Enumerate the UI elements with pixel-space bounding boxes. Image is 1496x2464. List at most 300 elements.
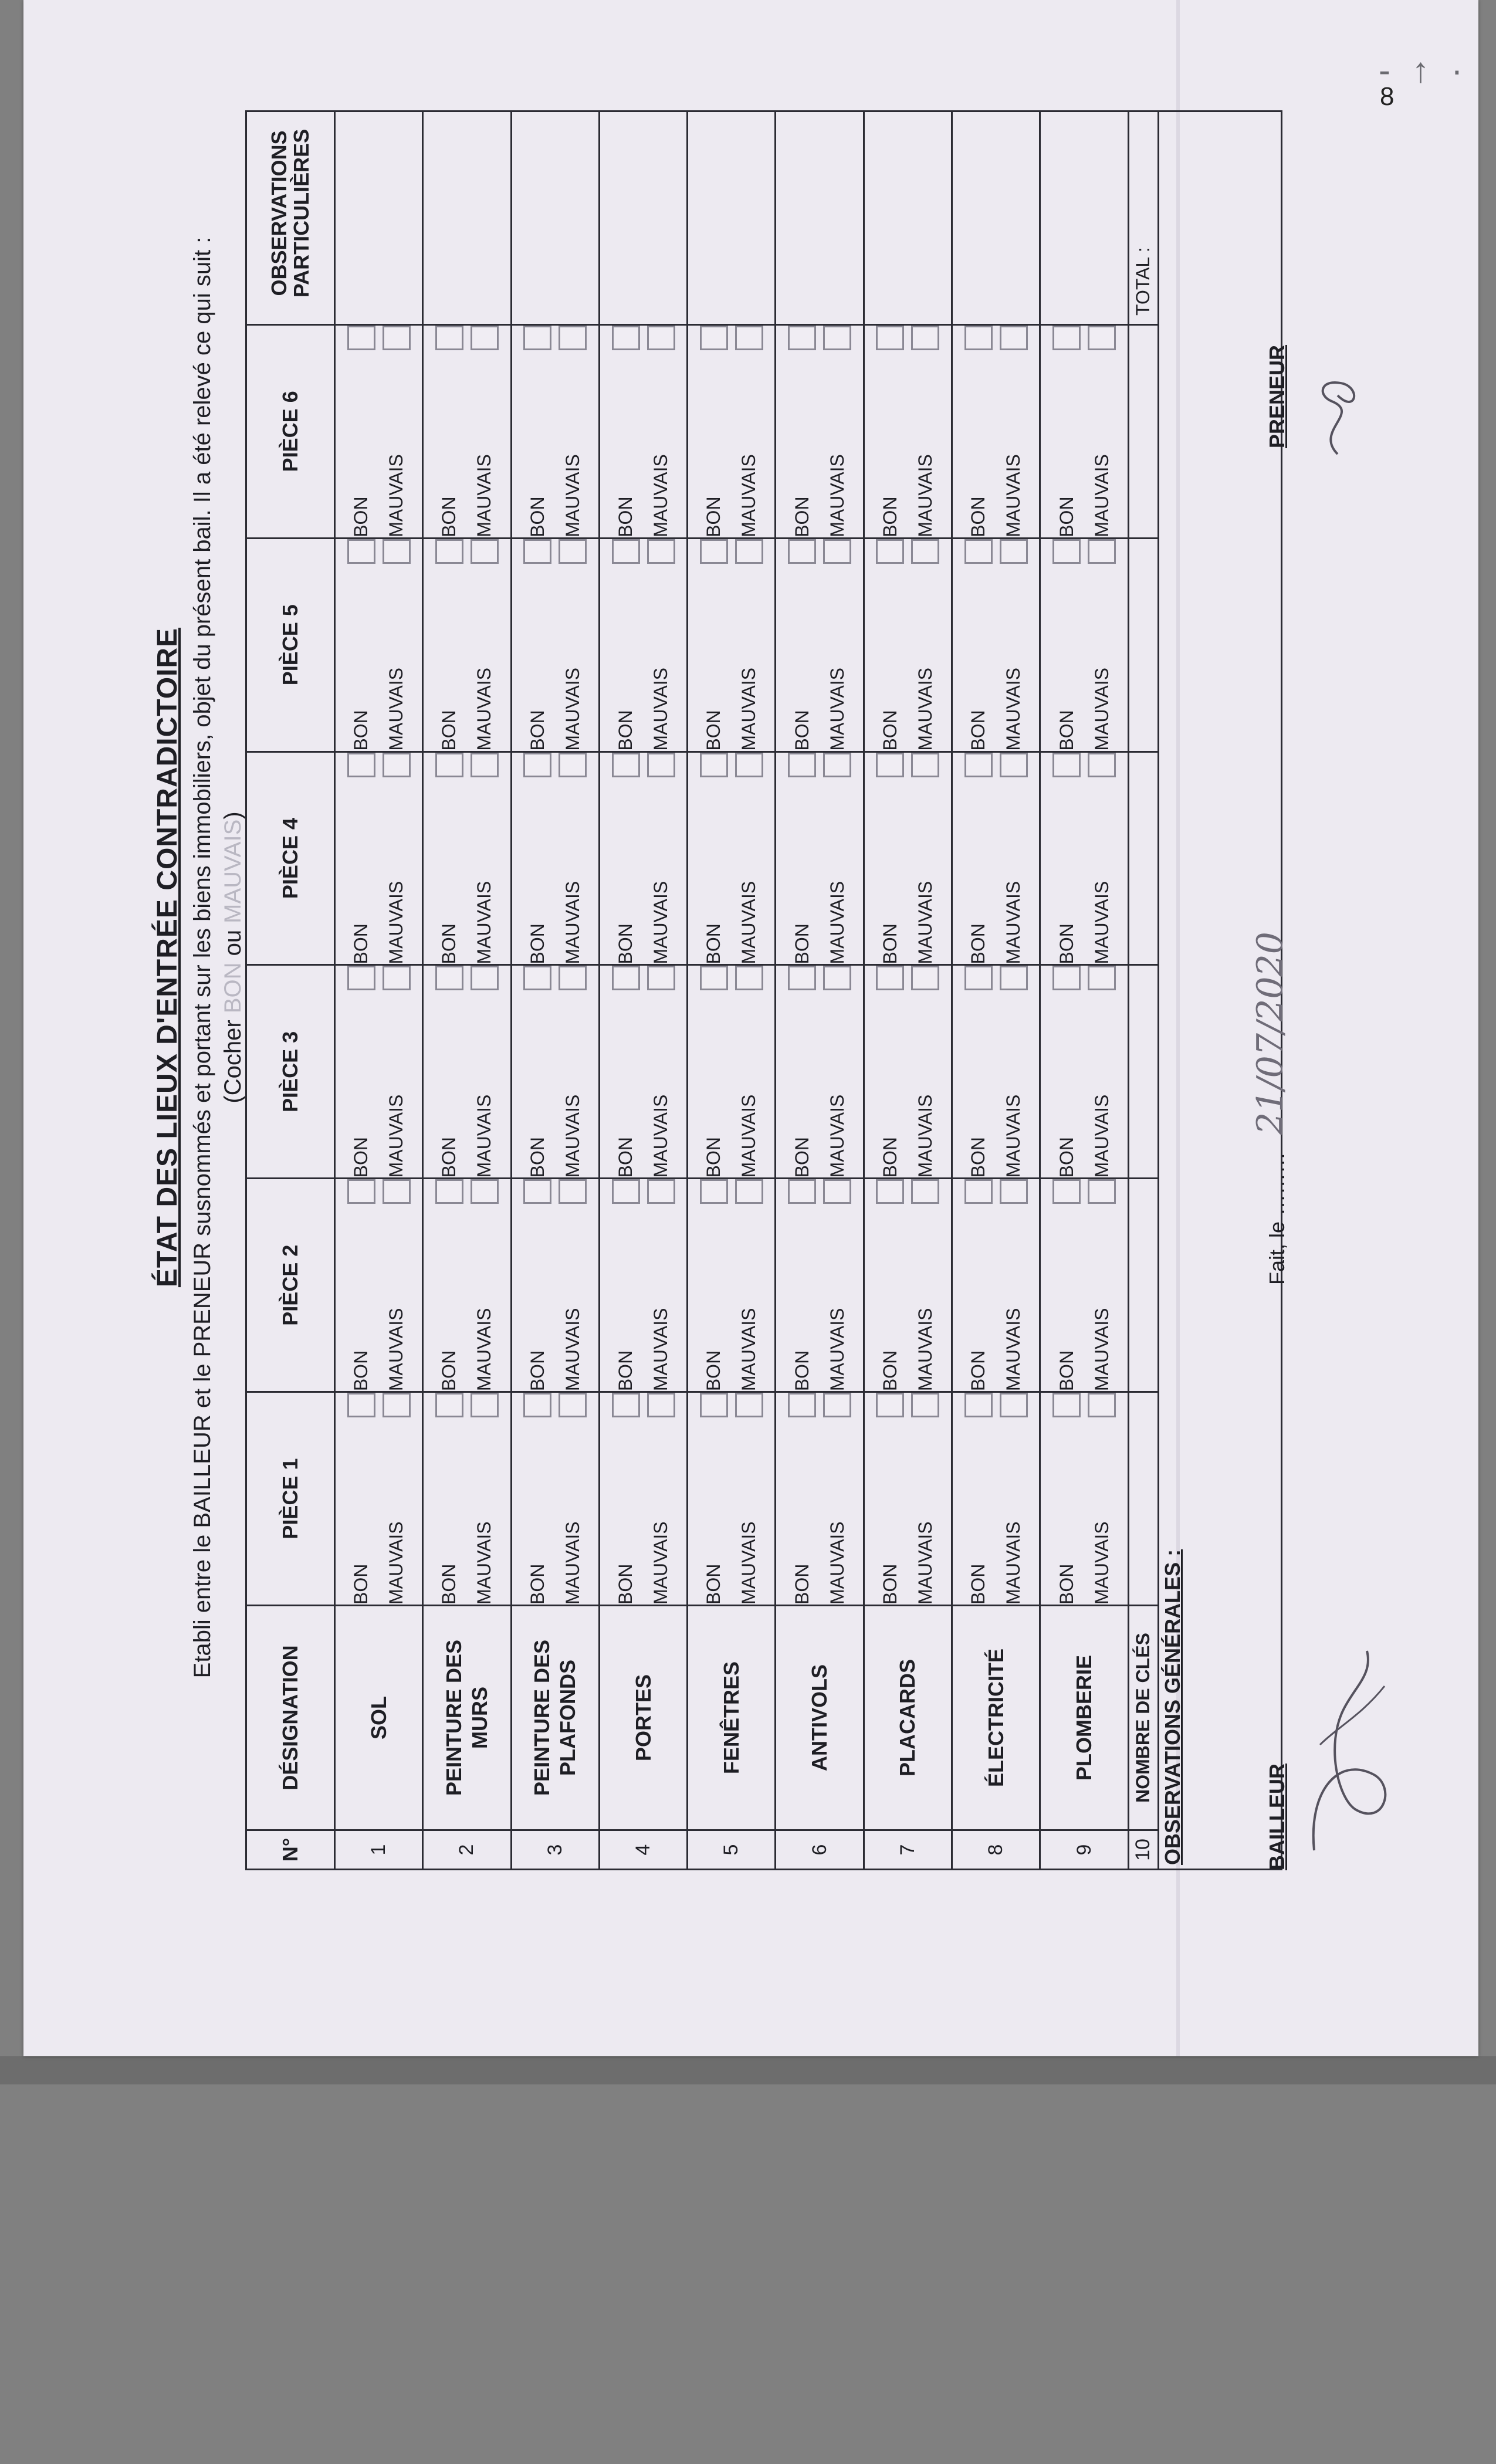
piece-2-cell xyxy=(776,1179,864,1392)
bon-checkbox[interactable] xyxy=(612,1179,640,1204)
bon-checkbox[interactable] xyxy=(435,1179,463,1204)
mauvais-checkbox[interactable] xyxy=(559,326,587,350)
option-mauvais xyxy=(996,1393,1031,1605)
option-mauvais xyxy=(644,1179,679,1391)
option-bon xyxy=(432,539,467,751)
observations-cell[interactable] xyxy=(335,111,423,325)
bon-checkbox[interactable] xyxy=(964,966,993,990)
option-mauvais xyxy=(996,753,1031,964)
option-bon-label: BON xyxy=(350,710,372,751)
bon-checkbox[interactable] xyxy=(964,539,993,564)
option-bon-label: BON xyxy=(967,710,989,751)
option-bon-label: BON xyxy=(879,1350,901,1392)
option-mauvais-label: MAUVAIS xyxy=(473,454,495,537)
mauvais-checkbox[interactable] xyxy=(1000,753,1028,777)
option-bon xyxy=(520,753,555,964)
piece-1-cell xyxy=(776,1392,864,1606)
keys-label: NOMBRE DE CLÉS xyxy=(1128,1606,1158,1830)
option-bon-label: BON xyxy=(967,496,989,537)
option-bon xyxy=(520,1393,555,1605)
mauvais-checkbox[interactable] xyxy=(735,753,763,777)
observations-cell[interactable] xyxy=(952,111,1040,325)
bon-checkbox[interactable] xyxy=(700,326,728,350)
piece-2-cell xyxy=(423,1179,511,1392)
piece-3-cell xyxy=(776,965,864,1179)
mauvais-checkbox[interactable] xyxy=(911,539,939,564)
option-bon-label: BON xyxy=(438,496,460,537)
mauvais-checkbox[interactable] xyxy=(1088,1179,1116,1204)
observations-cell[interactable] xyxy=(511,111,599,325)
table-row xyxy=(776,111,864,1870)
mauvais-checkbox[interactable] xyxy=(911,966,939,990)
option-mauvais-label: MAUVAIS xyxy=(738,667,760,751)
option-bon-label: BON xyxy=(438,710,460,751)
option-mauvais-label: MAUVAIS xyxy=(1091,1094,1112,1178)
piece-6-cell xyxy=(688,324,776,538)
bon-checkbox[interactable] xyxy=(964,1179,993,1204)
piece-2-cell xyxy=(688,1179,776,1392)
option-bon xyxy=(784,326,820,537)
piece-4-cell xyxy=(599,752,687,965)
option-bon xyxy=(961,539,996,751)
observations-cell[interactable] xyxy=(864,111,952,325)
mauvais-checkbox[interactable] xyxy=(471,326,499,350)
mauvais-checkbox[interactable] xyxy=(735,326,763,350)
option-mauvais xyxy=(467,539,502,751)
option-bon-label: BON xyxy=(526,1350,548,1392)
option-mauvais xyxy=(996,326,1031,537)
header-piece-1: PIÈCE 1 xyxy=(246,1392,335,1606)
bon-checkbox[interactable] xyxy=(347,1179,375,1204)
option-mauvais-label: MAUVAIS xyxy=(1003,1308,1024,1392)
option-bon xyxy=(784,966,820,1177)
mauvais-checkbox[interactable] xyxy=(911,326,939,350)
option-mauvais-label: MAUVAIS xyxy=(914,1094,936,1178)
header-num: N° xyxy=(246,1830,335,1870)
piece-2-cell xyxy=(599,1179,687,1392)
bon-checkbox[interactable] xyxy=(612,966,640,990)
bon-checkbox[interactable] xyxy=(612,539,640,564)
bon-checkbox[interactable] xyxy=(435,966,463,990)
mauvais-checkbox[interactable] xyxy=(559,1393,587,1417)
mauvais-checkbox[interactable] xyxy=(1000,539,1028,564)
form-title: ÉTAT DES LIEUX D'ENTRÉE CONTRADICTOIRE xyxy=(152,627,183,1288)
row-number: 10 xyxy=(1128,1830,1158,1870)
bon-checkbox[interactable] xyxy=(876,1179,904,1204)
option-bon xyxy=(961,326,996,537)
mauvais-checkbox[interactable] xyxy=(1000,1179,1028,1204)
piece-1-cell xyxy=(688,1392,776,1606)
bon-checkbox[interactable] xyxy=(523,1179,551,1204)
option-bon-label: BON xyxy=(350,1136,372,1178)
mauvais-checkbox[interactable] xyxy=(911,1393,939,1417)
table-row xyxy=(511,111,599,1870)
option-bon xyxy=(520,966,555,1177)
option-bon-label: BON xyxy=(967,923,989,964)
option-mauvais xyxy=(644,966,679,1177)
option-bon xyxy=(696,539,732,751)
header-piece-3: PIÈCE 3 xyxy=(246,965,335,1179)
option-mauvais xyxy=(555,326,590,537)
option-mauvais-label: MAUVAIS xyxy=(561,667,583,751)
piece-3-cell xyxy=(423,965,511,1179)
bon-checkbox[interactable] xyxy=(612,326,640,350)
bon-checkbox[interactable] xyxy=(788,1393,816,1417)
option-bon xyxy=(520,326,555,537)
bon-checkbox[interactable] xyxy=(876,966,904,990)
option-mauvais xyxy=(908,966,943,1177)
option-bon-label: BON xyxy=(438,1136,460,1178)
option-bon-label: BON xyxy=(526,710,548,751)
bon-checkbox[interactable] xyxy=(876,539,904,564)
mauvais-checkbox[interactable] xyxy=(383,1179,411,1204)
option-bon-label: BON xyxy=(526,1563,548,1605)
option-bon-label: BON xyxy=(703,710,725,751)
option-mauvais xyxy=(644,753,679,964)
piece-4-cell xyxy=(1040,752,1128,965)
mauvais-checkbox[interactable] xyxy=(383,539,411,564)
header-piece-2: PIÈCE 2 xyxy=(246,1179,335,1392)
instruction-close: ) xyxy=(220,811,246,820)
piece-3-cell xyxy=(1040,965,1128,1179)
observations-cell[interactable] xyxy=(423,111,511,325)
option-bon-label: BON xyxy=(967,1350,989,1392)
option-mauvais xyxy=(379,1179,414,1391)
option-mauvais xyxy=(644,1393,679,1605)
bon-checkbox[interactable] xyxy=(1052,966,1081,990)
bon-checkbox[interactable] xyxy=(964,326,993,350)
piece-6-cell xyxy=(776,324,864,538)
option-bon xyxy=(696,1393,732,1605)
option-bon xyxy=(608,753,644,964)
preneur-signature xyxy=(1302,348,1373,466)
bon-checkbox[interactable] xyxy=(788,966,816,990)
keys-piece-1[interactable] xyxy=(1128,1392,1158,1606)
bon-checkbox[interactable] xyxy=(523,753,551,777)
option-bon-label: BON xyxy=(615,710,637,751)
bon-checkbox[interactable] xyxy=(347,753,375,777)
option-mauvais-label: MAUVAIS xyxy=(738,881,760,964)
mauvais-checkbox[interactable] xyxy=(823,753,851,777)
option-bon-label: BON xyxy=(350,1563,372,1605)
bon-checkbox[interactable] xyxy=(612,1393,640,1417)
option-bon-label: BON xyxy=(615,923,637,964)
mauvais-checkbox[interactable] xyxy=(823,1179,851,1204)
mauvais-checkbox[interactable] xyxy=(383,1393,411,1417)
option-bon-label: BON xyxy=(438,1563,460,1605)
observations-cell[interactable] xyxy=(599,111,687,325)
option-mauvais xyxy=(467,1179,502,1391)
bon-checkbox[interactable] xyxy=(788,539,816,564)
option-bon xyxy=(432,1179,467,1391)
mauvais-checkbox[interactable] xyxy=(471,966,499,990)
header-piece-6: PIÈCE 6 xyxy=(246,324,335,538)
mauvais-checkbox[interactable] xyxy=(559,1179,587,1204)
option-mauvais xyxy=(379,539,414,751)
row-number: 4 xyxy=(599,1830,687,1870)
option-mauvais-label: MAUVAIS xyxy=(1091,667,1112,751)
mauvais-checkbox[interactable] xyxy=(647,326,675,350)
option-mauvais xyxy=(732,326,767,537)
option-mauvais-label: MAUVAIS xyxy=(1091,1308,1112,1392)
table-row xyxy=(599,111,687,1870)
table-row xyxy=(423,111,511,1870)
piece-4-cell xyxy=(776,752,864,965)
option-mauvais-label: MAUVAIS xyxy=(473,881,495,964)
bon-checkbox[interactable] xyxy=(1052,539,1081,564)
option-bon-label: BON xyxy=(967,1136,989,1178)
option-mauvais-label: MAUVAIS xyxy=(385,1521,407,1605)
mauvais-checkbox[interactable] xyxy=(471,539,499,564)
option-mauvais xyxy=(732,539,767,751)
piece-5-cell xyxy=(599,538,687,752)
option-bon xyxy=(784,1179,820,1391)
mauvais-checkbox[interactable] xyxy=(823,539,851,564)
mauvais-checkbox[interactable] xyxy=(735,966,763,990)
option-mauvais xyxy=(467,326,502,537)
option-bon xyxy=(1049,966,1084,1177)
bon-checkbox[interactable] xyxy=(700,753,728,777)
option-bon-label: BON xyxy=(703,923,725,964)
keys-piece-3[interactable] xyxy=(1128,965,1158,1179)
mauvais-checkbox[interactable] xyxy=(1088,753,1116,777)
option-mauvais xyxy=(555,1179,590,1391)
option-bon xyxy=(1049,539,1084,751)
mauvais-checkbox[interactable] xyxy=(383,966,411,990)
option-bon xyxy=(696,966,732,1177)
bon-checkbox[interactable] xyxy=(964,753,993,777)
option-bon-label: BON xyxy=(1055,710,1077,751)
bon-checkbox[interactable] xyxy=(435,539,463,564)
observations-cell[interactable] xyxy=(1040,111,1128,325)
bon-checkbox[interactable] xyxy=(1052,326,1081,350)
bon-checkbox[interactable] xyxy=(435,1393,463,1417)
observations-cell[interactable] xyxy=(688,111,776,325)
bon-checkbox[interactable] xyxy=(347,326,375,350)
mauvais-checkbox[interactable] xyxy=(823,326,851,350)
option-mauvais xyxy=(996,539,1031,751)
option-bon-label: BON xyxy=(879,496,901,537)
table-row xyxy=(864,111,952,1870)
option-bon xyxy=(608,539,644,751)
piece-6-cell xyxy=(423,324,511,538)
option-bon xyxy=(1049,753,1084,964)
bon-checkbox[interactable] xyxy=(1052,753,1081,777)
mauvais-checkbox[interactable] xyxy=(471,1393,499,1417)
option-mauvais xyxy=(555,1393,590,1605)
row-designation: SOL xyxy=(335,1606,423,1830)
mauvais-checkbox[interactable] xyxy=(647,539,675,564)
mauvais-checkbox[interactable] xyxy=(1000,1393,1028,1417)
bon-checkbox[interactable] xyxy=(523,326,551,350)
option-bon xyxy=(872,966,908,1177)
bon-checkbox[interactable] xyxy=(700,1393,728,1417)
bon-checkbox[interactable] xyxy=(1052,1179,1081,1204)
option-mauvais xyxy=(1084,326,1119,537)
piece-2-cell xyxy=(1040,1179,1128,1392)
mauvais-checkbox[interactable] xyxy=(735,539,763,564)
option-mauvais-label: MAUVAIS xyxy=(914,1521,936,1605)
option-bon-label: BON xyxy=(615,1350,637,1392)
table-row xyxy=(688,111,776,1870)
mauvais-checkbox[interactable] xyxy=(559,539,587,564)
option-bon xyxy=(344,966,379,1177)
option-mauvais-label: MAUVAIS xyxy=(650,1521,672,1605)
bon-checkbox[interactable] xyxy=(964,1393,993,1417)
scanner-bed-edge xyxy=(0,2056,1496,2084)
option-bon-label: BON xyxy=(526,1136,548,1178)
option-bon xyxy=(344,753,379,964)
keys-piece-5[interactable] xyxy=(1128,538,1158,752)
piece-6-cell xyxy=(599,324,687,538)
bon-checkbox[interactable] xyxy=(700,539,728,564)
option-mauvais xyxy=(1084,753,1119,964)
keys-piece-4[interactable] xyxy=(1128,752,1158,965)
bon-checkbox[interactable] xyxy=(523,1393,551,1417)
mauvais-checkbox[interactable] xyxy=(735,1179,763,1204)
piece-2-cell xyxy=(952,1179,1040,1392)
keys-piece-2[interactable] xyxy=(1128,1179,1158,1392)
option-bon xyxy=(872,753,908,964)
bon-checkbox[interactable] xyxy=(435,753,463,777)
mauvais-checkbox[interactable] xyxy=(823,1393,851,1417)
row-number: 8 xyxy=(952,1830,1040,1870)
bon-checkbox[interactable] xyxy=(1052,1393,1081,1417)
option-mauvais xyxy=(555,753,590,964)
piece-3-cell xyxy=(511,965,599,1179)
bon-checkbox[interactable] xyxy=(788,1179,816,1204)
piece-3-cell xyxy=(688,965,776,1179)
mauvais-checkbox[interactable] xyxy=(823,966,851,990)
piece-5-cell xyxy=(688,538,776,752)
option-bon xyxy=(696,326,732,537)
row-number: 5 xyxy=(688,1830,776,1870)
row-designation: ANTIVOLS xyxy=(776,1606,864,1830)
mauvais-checkbox[interactable] xyxy=(559,966,587,990)
mauvais-checkbox[interactable] xyxy=(1088,326,1116,350)
option-bon-label: BON xyxy=(791,1136,813,1178)
option-bon-label: BON xyxy=(703,1563,725,1605)
bon-checkbox[interactable] xyxy=(523,539,551,564)
option-bon xyxy=(696,753,732,964)
option-mauvais-label: MAUVAIS xyxy=(385,454,407,537)
header-observations: OBSERVATIONS PARTICULIÈRES xyxy=(246,111,335,325)
mauvais-checkbox[interactable] xyxy=(911,753,939,777)
option-mauvais xyxy=(908,1179,943,1391)
option-bon-label: BON xyxy=(1055,1350,1077,1392)
option-mauvais xyxy=(379,1393,414,1605)
mauvais-checkbox[interactable] xyxy=(1088,966,1116,990)
bon-checkbox[interactable] xyxy=(523,966,551,990)
option-mauvais xyxy=(820,326,855,537)
bon-checkbox[interactable] xyxy=(435,326,463,350)
piece-4-cell xyxy=(335,752,423,965)
mauvais-checkbox[interactable] xyxy=(735,1393,763,1417)
row-number: 1 xyxy=(335,1830,423,1870)
option-mauvais xyxy=(820,966,855,1177)
option-mauvais-label: MAUVAIS xyxy=(1091,1521,1112,1605)
mauvais-checkbox[interactable] xyxy=(1000,966,1028,990)
piece-5-cell xyxy=(423,538,511,752)
mauvais-checkbox[interactable] xyxy=(647,753,675,777)
option-mauvais xyxy=(467,753,502,964)
bon-checkbox[interactable] xyxy=(347,539,375,564)
piece-3-cell xyxy=(335,965,423,1179)
bon-checkbox[interactable] xyxy=(876,326,904,350)
checkbox-instruction xyxy=(218,0,248,1915)
row-designation: PEINTURE DES PLAFONDS xyxy=(511,1606,599,1830)
mauvais-checkbox[interactable] xyxy=(383,753,411,777)
option-bon-label: BON xyxy=(791,1350,813,1392)
bon-checkbox[interactable] xyxy=(788,753,816,777)
option-bon-label: BON xyxy=(1055,496,1077,537)
option-mauvais xyxy=(379,753,414,964)
option-mauvais-label: MAUVAIS xyxy=(826,1094,848,1178)
bon-checkbox[interactable] xyxy=(700,1179,728,1204)
mauvais-checkbox[interactable] xyxy=(647,966,675,990)
bon-checkbox[interactable] xyxy=(788,326,816,350)
option-mauvais xyxy=(644,539,679,751)
option-bon xyxy=(961,1393,996,1605)
mauvais-checkbox[interactable] xyxy=(647,1179,675,1204)
bailleur-label: BAILLEUR xyxy=(1265,1764,1289,1870)
bon-checkbox[interactable] xyxy=(700,966,728,990)
observations-cell[interactable] xyxy=(776,111,864,325)
instruction-bon: BON xyxy=(220,962,246,1014)
option-bon-label: BON xyxy=(967,1563,989,1605)
bon-checkbox[interactable] xyxy=(612,753,640,777)
rotated-form xyxy=(153,0,1396,1915)
row-designation: FENÊTRES xyxy=(688,1606,776,1830)
piece-5-cell xyxy=(952,538,1040,752)
option-bon-label: BON xyxy=(791,923,813,964)
bon-checkbox[interactable] xyxy=(347,966,375,990)
option-bon-label: BON xyxy=(791,496,813,537)
keys-piece-6[interactable] xyxy=(1128,324,1158,538)
option-bon-label: BON xyxy=(703,496,725,537)
header-piece-4: PIÈCE 4 xyxy=(246,752,335,965)
option-bon-label: BON xyxy=(703,1136,725,1178)
mauvais-checkbox[interactable] xyxy=(559,753,587,777)
instruction-or: ou xyxy=(220,923,246,963)
bon-checkbox[interactable] xyxy=(347,1393,375,1417)
option-mauvais-label: MAUVAIS xyxy=(738,1308,760,1392)
option-mauvais xyxy=(996,966,1031,1177)
bon-checkbox[interactable] xyxy=(876,1393,904,1417)
mauvais-checkbox[interactable] xyxy=(383,326,411,350)
option-mauvais xyxy=(1084,539,1119,751)
option-mauvais xyxy=(820,1179,855,1391)
mauvais-checkbox[interactable] xyxy=(1000,326,1028,350)
mauvais-checkbox[interactable] xyxy=(471,753,499,777)
option-mauvais xyxy=(820,1393,855,1605)
bon-checkbox[interactable] xyxy=(876,753,904,777)
option-mauvais-label: MAUVAIS xyxy=(650,1094,672,1178)
option-mauvais-label: MAUVAIS xyxy=(561,454,583,537)
header-designation: DÉSIGNATION xyxy=(246,1606,335,1830)
option-mauvais-label: MAUVAIS xyxy=(650,454,672,537)
piece-1-cell xyxy=(423,1392,511,1606)
option-bon-label: BON xyxy=(879,1563,901,1605)
mauvais-checkbox[interactable] xyxy=(911,1179,939,1204)
mauvais-checkbox[interactable] xyxy=(1088,1393,1116,1417)
mauvais-checkbox[interactable] xyxy=(1088,539,1116,564)
piece-4-cell xyxy=(511,752,599,965)
mauvais-checkbox[interactable] xyxy=(647,1393,675,1417)
option-bon xyxy=(344,539,379,751)
option-bon-label: BON xyxy=(1055,1563,1077,1605)
mauvais-checkbox[interactable] xyxy=(471,1179,499,1204)
